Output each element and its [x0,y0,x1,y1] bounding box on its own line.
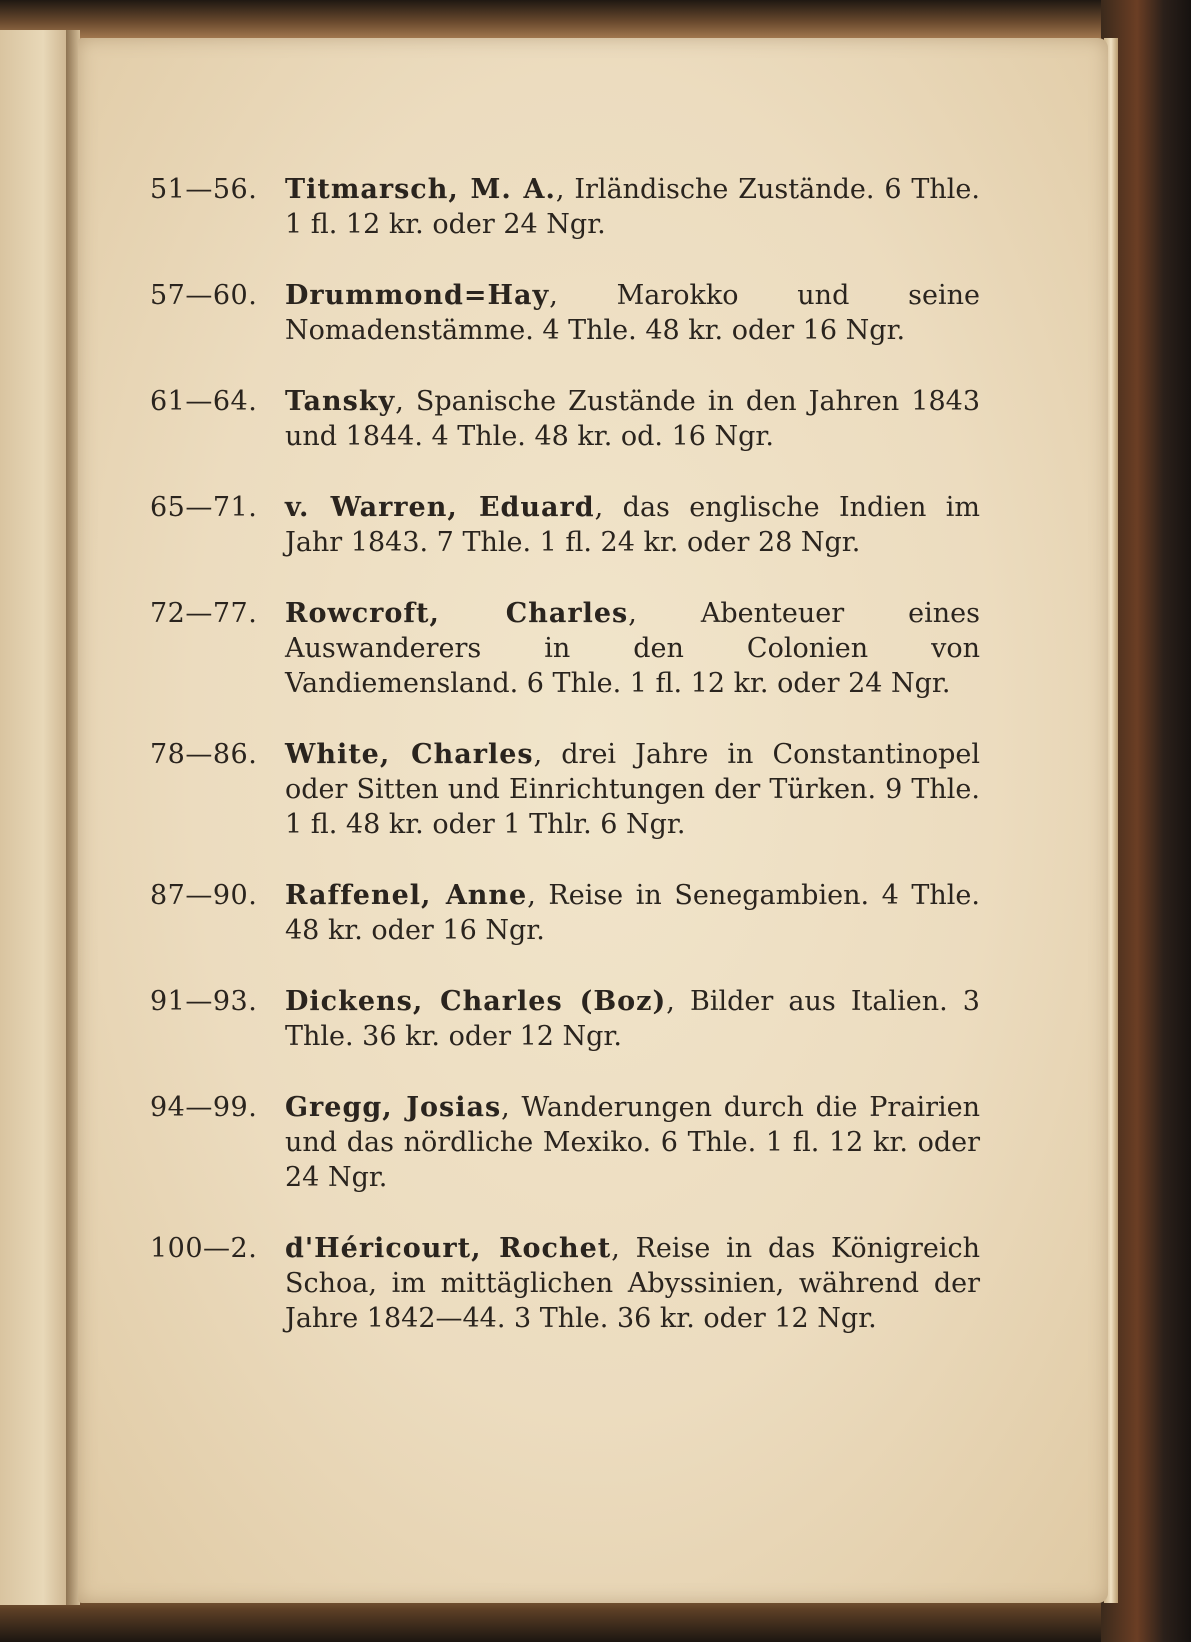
entry-text: , Reise in das Königreich Schoa, im mittäglichen Abyssinien, während der Jahre 1842—44. 3 Thle. 36 kr. oder 12 Ngr. [285,1233,980,1334]
entry-body [285,1090,980,1195]
entry-author: d'Héricourt, Rochet [285,1233,612,1264]
entry-text: , Bilder aus Italien. 3 Thle. 36 kr. oder 12 Ngr. [285,986,980,1052]
entry-author: Dickens, Charles (Boz) [285,986,667,1017]
entry-body [285,1231,980,1336]
entry-body [285,984,980,1054]
catalog-entry [150,737,980,842]
entry-text: , Abenteuer eines Auswanderers in den Colonien von Vandiemensland. 6 Thle. 1 fl. 12 kr. oder 24 Ngr. [285,598,980,699]
entry-body [285,737,980,842]
entry-body [285,596,980,701]
entry-text: , Reise in Senegambien. 4 Thle. 48 kr. oder 16 Ngr. [285,880,980,946]
entry-body [285,278,980,348]
entry-number: 57—60. [150,280,258,311]
entry-author: White, Charles [285,739,534,770]
entry-text: , Irländische Zustände. 6 Thle. 1 fl. 12 kr. oder 24 Ngr. [285,174,980,240]
catalog-entry [150,984,980,1054]
entry-author: Rowcroft, Charles [285,598,629,629]
catalog-entries [150,172,980,1372]
entry-author: Tansky [285,386,396,417]
catalog-entry [150,1090,980,1195]
entry-number: 61—64. [150,386,258,417]
catalog-entry [150,878,980,948]
catalog-entry [150,596,980,701]
catalog-entry [150,172,980,242]
entry-author: Titmarsch, M. A. [285,174,556,205]
entry-number: 78—86. [150,739,258,770]
entry-author: v. Warren, Eduard [285,492,595,523]
entry-author: Drummond=Hay [285,280,550,311]
left-page-edge [0,30,74,1605]
entry-text: , das englische Indien im Jahr 1843. 7 Thle. 1 fl. 24 kr. oder 28 Ngr. [285,492,980,558]
entry-body [285,878,980,948]
entry-text: , Wanderungen durch die Prairien und das nördliche Mexiko. 6 Thle. 1 fl. 12 kr. oder 24 Ngr. [285,1092,980,1193]
entry-body [285,172,980,242]
entry-number: 100—2. [150,1233,258,1264]
binding-top [0,0,1191,40]
entry-text: , Marokko und seine Nomadenstämme. 4 Thle. 48 kr. oder 16 Ngr. [285,280,980,346]
entry-number: 65—71. [150,492,258,523]
catalog-entry [150,1231,980,1336]
entry-body [285,384,980,454]
entry-text: , drei Jahre in Constantinopel oder Sitten und Einrichtungen der Türken. 9 Thle. 1 fl. 48 kr. oder 1 Thlr. 6 Ngr. [285,739,980,840]
catalog-entry [150,490,980,560]
catalog-entry [150,384,980,454]
entry-body [285,490,980,560]
entry-number: 91—93. [150,986,258,1017]
entry-text: , Spanische Zustände in den Jahren 1843 und 1844. 4 Thle. 48 kr. od. 16 Ngr. [285,386,980,452]
catalog-entry [150,278,980,348]
entry-number: 87—90. [150,880,258,911]
entry-author: Raffenel, Anne [285,880,528,911]
entry-number: 72—77. [150,598,258,629]
entry-number: 51—56. [150,174,258,205]
entry-number: 94—99. [150,1092,258,1123]
entry-author: Gregg, Josias [285,1092,502,1123]
